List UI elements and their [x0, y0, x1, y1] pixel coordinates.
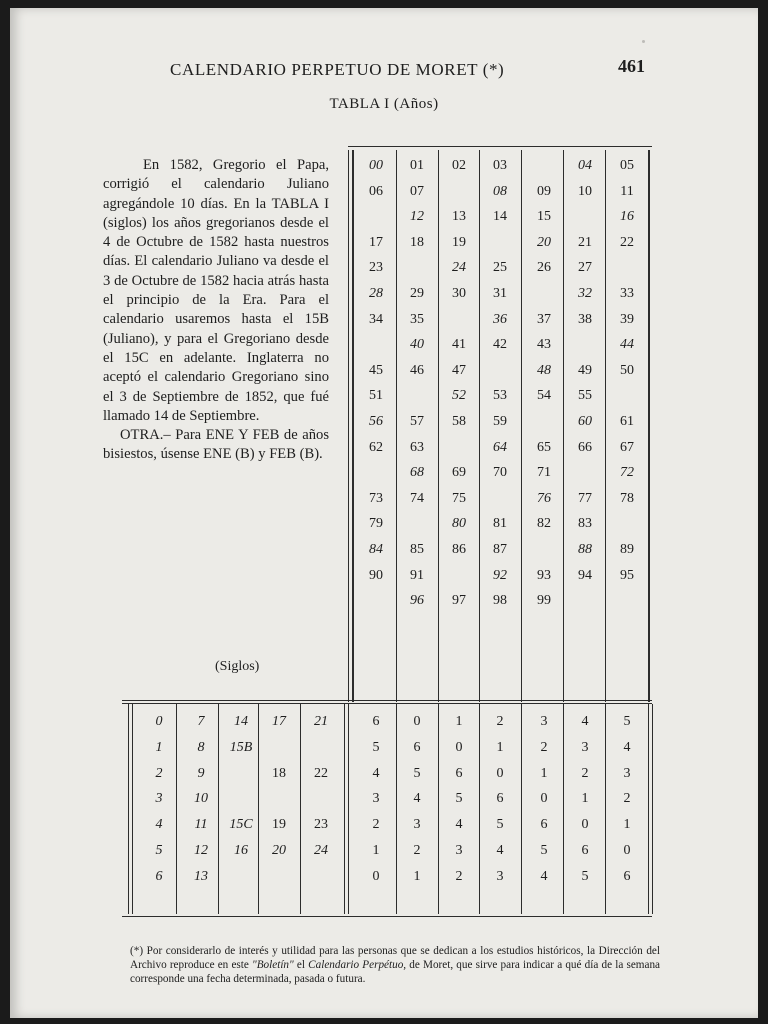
year-cell: 16 — [620, 209, 634, 225]
lower-table-rule — [479, 704, 480, 914]
year-cell: 11 — [620, 183, 634, 199]
year-cell: 40 — [410, 337, 424, 353]
year-cell: 15 — [537, 209, 551, 225]
year-cell: 90 — [369, 567, 383, 583]
year-cell: 83 — [578, 516, 592, 532]
century-cell: 20 — [272, 843, 286, 858]
century-cell: 15B — [229, 739, 253, 755]
year-cell: 39 — [620, 311, 634, 327]
year-cell: 76 — [537, 490, 551, 506]
year-cell: 04 — [578, 158, 592, 173]
day-code-cell: 4 — [413, 791, 421, 807]
year-cell: 07 — [410, 183, 424, 199]
year-cell: 97 — [452, 593, 466, 609]
year-cell: 71 — [537, 465, 551, 481]
century-cell: 4 — [155, 817, 163, 833]
day-code-cell: 4 — [496, 843, 504, 858]
year-cell: 63 — [410, 439, 424, 455]
lower-table-top-rule — [122, 703, 652, 704]
day-code-cell: 6 — [623, 868, 631, 884]
day-code-cell: 4 — [581, 714, 589, 729]
lower-table-rule — [605, 704, 606, 914]
year-cell: 20 — [537, 234, 551, 250]
footnote-text-2: el — [293, 959, 309, 971]
year-cell: 88 — [578, 542, 592, 557]
century-cell: 12 — [194, 843, 208, 858]
day-code-cell: 3 — [540, 714, 548, 729]
day-code-cell: 4 — [623, 739, 631, 755]
day-code-cell: 1 — [496, 739, 504, 755]
lower-table-rule — [348, 704, 349, 914]
day-code-cell: 0 — [581, 817, 589, 833]
year-cell: 26 — [537, 260, 551, 276]
century-cell: 0 — [155, 714, 163, 729]
year-cell: 59 — [493, 414, 507, 429]
year-cell: 29 — [410, 286, 424, 301]
year-cell: 30 — [452, 286, 466, 301]
century-cell: 21 — [314, 714, 328, 729]
year-cell: 73 — [369, 490, 383, 506]
lower-table-rule — [218, 704, 219, 914]
year-cell: 66 — [578, 439, 592, 455]
year-cell: 79 — [369, 516, 383, 532]
year-cell: 69 — [452, 465, 466, 481]
century-cell: 2 — [155, 765, 163, 781]
century-cell: 13 — [194, 868, 208, 884]
lower-table-rule — [648, 704, 649, 914]
lower-table-rule — [563, 704, 564, 914]
day-code-cell: 6 — [581, 843, 589, 858]
year-cell: 08 — [493, 183, 507, 199]
year-cell: 82 — [537, 516, 551, 532]
year-cell: 86 — [452, 542, 466, 557]
year-cell: 17 — [369, 234, 383, 250]
day-code-cell: 6 — [496, 791, 504, 807]
year-cell: 41 — [452, 337, 466, 353]
day-code-cell: 5 — [455, 791, 463, 807]
year-cell: 51 — [369, 388, 383, 404]
year-cell: 34 — [369, 311, 383, 327]
day-code-cell: 2 — [581, 765, 589, 781]
year-cell: 80 — [452, 516, 466, 532]
lower-table-rule — [396, 704, 397, 914]
year-cell: 56 — [369, 414, 383, 429]
years-table-rule — [563, 150, 564, 702]
lower-table-rule — [521, 704, 522, 914]
lower-table-rule — [652, 704, 653, 914]
day-code-cell: 3 — [372, 791, 380, 807]
century-cell: 6 — [155, 868, 163, 884]
century-cell: 22 — [314, 765, 328, 781]
year-cell: 72 — [620, 465, 634, 481]
year-cell: 68 — [410, 465, 424, 481]
century-cell: 14 — [234, 714, 248, 729]
year-cell: 01 — [410, 158, 424, 173]
year-cell: 00 — [369, 158, 383, 173]
year-cell: 42 — [493, 337, 507, 353]
year-cell: 98 — [493, 593, 507, 609]
lower-table-rule — [438, 704, 439, 914]
years-table-rule — [396, 150, 397, 702]
year-cell: 96 — [410, 593, 424, 609]
year-cell: 27 — [578, 260, 592, 276]
day-code-cell: 6 — [413, 739, 421, 755]
year-cell: 54 — [537, 388, 551, 404]
years-table-rule — [605, 150, 606, 702]
lower-table-bottom-rule — [122, 916, 652, 917]
year-cell: 77 — [578, 490, 592, 506]
year-cell: 94 — [578, 567, 592, 583]
year-cell: 24 — [452, 260, 466, 276]
year-cell: 95 — [620, 567, 634, 583]
lower-table-rule — [128, 704, 129, 914]
year-cell: 45 — [369, 362, 383, 378]
day-code-cell: 2 — [413, 843, 421, 858]
day-code-cell: 0 — [623, 843, 631, 858]
running-title: CALENDARIO PERPETUO DE MORET (*) — [170, 60, 505, 79]
paper-speck — [642, 40, 645, 43]
years-table-rule — [648, 150, 650, 702]
day-code-cell: 5 — [413, 765, 421, 781]
day-code-cell: 0 — [455, 739, 463, 755]
lower-table-rule — [344, 704, 345, 914]
day-code-cell: 2 — [623, 791, 631, 807]
day-code-cell: 2 — [455, 868, 463, 884]
day-code-cell: 1 — [623, 817, 631, 833]
lower-table-top-rule — [122, 700, 652, 701]
century-cell: 16 — [234, 843, 248, 858]
footnote — [130, 944, 660, 986]
day-code-cell: 3 — [496, 868, 504, 884]
year-cell: 12 — [410, 209, 424, 225]
day-code-cell: 0 — [413, 714, 421, 729]
table-title: TABLA I (Años) — [329, 96, 439, 112]
year-cell: 06 — [369, 183, 383, 199]
year-cell: 13 — [452, 209, 466, 225]
year-cell: 74 — [410, 490, 424, 506]
year-cell: 19 — [452, 234, 466, 250]
day-code-cell: 6 — [372, 714, 380, 729]
year-cell: 38 — [578, 311, 592, 327]
day-code-cell: 3 — [623, 765, 631, 781]
year-cell: 02 — [452, 158, 466, 173]
year-cell: 14 — [493, 209, 507, 225]
day-code-cell: 4 — [540, 868, 548, 884]
year-cell: 43 — [537, 337, 551, 353]
year-cell: 31 — [493, 286, 507, 301]
year-cell: 44 — [620, 337, 634, 353]
century-cell: 23 — [314, 817, 328, 833]
century-cell: 24 — [314, 843, 328, 858]
years-table-top-rule — [348, 146, 652, 147]
year-cell: 67 — [620, 439, 634, 455]
day-code-cell: 0 — [496, 765, 504, 781]
year-cell: 70 — [493, 465, 507, 481]
page-number: 461 — [618, 56, 645, 76]
day-code-cell: 1 — [455, 714, 463, 729]
day-code-cell: 2 — [372, 817, 380, 833]
year-cell: 81 — [493, 516, 507, 532]
year-cell: 57 — [410, 414, 424, 429]
intro-paragraph: En 1582, Gregorio el Papa, corrigió el calendario Juliano agregándole 10 días. En la TABLA I (siglos) los años gregorianos desde el 4 de Octubre de 1582 hasta nuestros días. El calendario Juliano va desde el 3 de Octubre de 1582 hacia atrás hasta el principio de la Era. Para el calendario usaremos hasta el 15B (Juliano), y para el Gregoriano desde el 15C en adelante. Inglaterra no aceptó el calendario Gregoriano sino el 3 de Septiembre de 1852, que fué llamado 14 de Septiembre. — [103, 157, 329, 424]
year-cell: 47 — [452, 362, 466, 378]
day-code-cell: 3 — [581, 739, 589, 755]
year-cell: 87 — [493, 542, 507, 557]
century-cell: 7 — [197, 714, 205, 729]
year-cell: 91 — [410, 567, 424, 583]
year-cell: 50 — [620, 362, 634, 378]
year-cell: 21 — [578, 234, 592, 250]
day-code-cell: 1 — [372, 843, 380, 858]
century-cell: 11 — [194, 817, 208, 833]
day-code-cell: 5 — [372, 739, 380, 755]
year-cell: 53 — [493, 388, 507, 404]
year-cell: 23 — [369, 260, 383, 276]
day-code-cell: 3 — [413, 817, 421, 833]
year-cell: 75 — [452, 490, 466, 506]
lower-table-rule — [132, 704, 133, 914]
year-cell: 55 — [578, 388, 592, 404]
lower-table-rule — [300, 704, 301, 914]
year-cell: 64 — [493, 439, 507, 455]
year-cell: 58 — [452, 414, 466, 429]
year-cell: 49 — [578, 362, 592, 378]
year-cell: 93 — [537, 567, 551, 583]
siglos-label: (Siglos) — [215, 659, 260, 674]
year-cell: 33 — [620, 286, 634, 301]
year-cell: 35 — [410, 311, 424, 327]
century-cell: 9 — [197, 765, 205, 781]
day-code-cell: 5 — [623, 714, 631, 729]
century-cell: 5 — [155, 843, 163, 858]
intro-text-block — [103, 156, 329, 465]
day-code-cell: 6 — [455, 765, 463, 781]
day-code-cell: 2 — [540, 739, 548, 755]
day-code-cell: 1 — [540, 765, 548, 781]
year-cell: 18 — [410, 234, 424, 250]
years-table-rule — [521, 150, 522, 702]
century-cell: 15C — [229, 817, 253, 833]
century-cell: 3 — [155, 791, 163, 807]
year-cell: 85 — [410, 542, 424, 557]
years-table-rule — [348, 150, 349, 702]
century-cell: 19 — [272, 817, 286, 833]
year-cell: 09 — [537, 183, 551, 199]
century-cell: 8 — [197, 739, 205, 755]
century-cell: 18 — [272, 765, 286, 781]
day-code-cell: 4 — [455, 817, 463, 833]
day-code-cell: 1 — [581, 791, 589, 807]
years-table-rule — [479, 150, 480, 702]
year-cell: 78 — [620, 490, 634, 506]
year-cell: 32 — [578, 286, 592, 301]
year-cell: 28 — [369, 286, 383, 301]
year-cell: 84 — [369, 542, 383, 557]
year-cell: 89 — [620, 542, 634, 557]
day-code-cell: 0 — [372, 868, 380, 884]
day-code-cell: 6 — [540, 817, 548, 833]
year-cell: 36 — [493, 311, 507, 327]
year-cell: 65 — [537, 439, 551, 455]
years-table-rule — [438, 150, 439, 702]
day-code-cell: 4 — [372, 765, 380, 781]
scanned-page — [10, 8, 758, 1018]
year-cell: 22 — [620, 234, 634, 250]
year-cell: 60 — [578, 414, 592, 429]
day-code-cell: 2 — [496, 714, 504, 729]
year-cell: 10 — [578, 183, 592, 199]
year-cell: 99 — [537, 593, 551, 609]
footnote-text-3: de Moret, que sirve para indicar a qué día de la semana corresponde una fecha determinada, pasada o futura. — [130, 959, 661, 985]
day-code-cell: 5 — [581, 868, 589, 884]
day-code-cell: 1 — [413, 868, 421, 884]
day-code-cell: 5 — [496, 817, 504, 833]
century-cell: 1 — [155, 739, 163, 755]
year-cell: 52 — [452, 388, 466, 404]
otra-paragraph: OTRA.– Para ENE Y FEB de años bisiestos, úsense ENE (B) y FEB (B). — [103, 427, 329, 463]
year-cell: 37 — [537, 311, 551, 327]
lower-table-rule — [176, 704, 177, 914]
footnote-calendario: Calendario Perpétuo, — [308, 959, 407, 971]
year-cell: 48 — [537, 362, 551, 378]
day-code-cell: 3 — [455, 843, 463, 858]
day-code-cell: 0 — [540, 791, 548, 807]
century-cell: 17 — [272, 714, 286, 729]
years-table-rule — [352, 150, 354, 702]
year-cell: 92 — [493, 567, 507, 583]
year-cell: 61 — [620, 414, 634, 429]
century-cell: 10 — [194, 791, 208, 807]
year-cell: 25 — [493, 260, 507, 276]
day-code-cell: 5 — [540, 843, 548, 858]
year-cell: 62 — [369, 439, 383, 455]
year-cell: 05 — [620, 158, 634, 173]
year-cell: 46 — [410, 362, 424, 378]
lower-table-rule — [258, 704, 259, 914]
year-cell: 03 — [493, 158, 507, 173]
running-head — [10, 56, 758, 80]
footnote-text-1: (*) Por considerarlo de interés y utilidad para las personas que se dedican a los estudios históricos, la Dirección del Archivo reproduce en este — [130, 945, 660, 971]
footnote-boletin: "Boletín" — [252, 959, 294, 971]
